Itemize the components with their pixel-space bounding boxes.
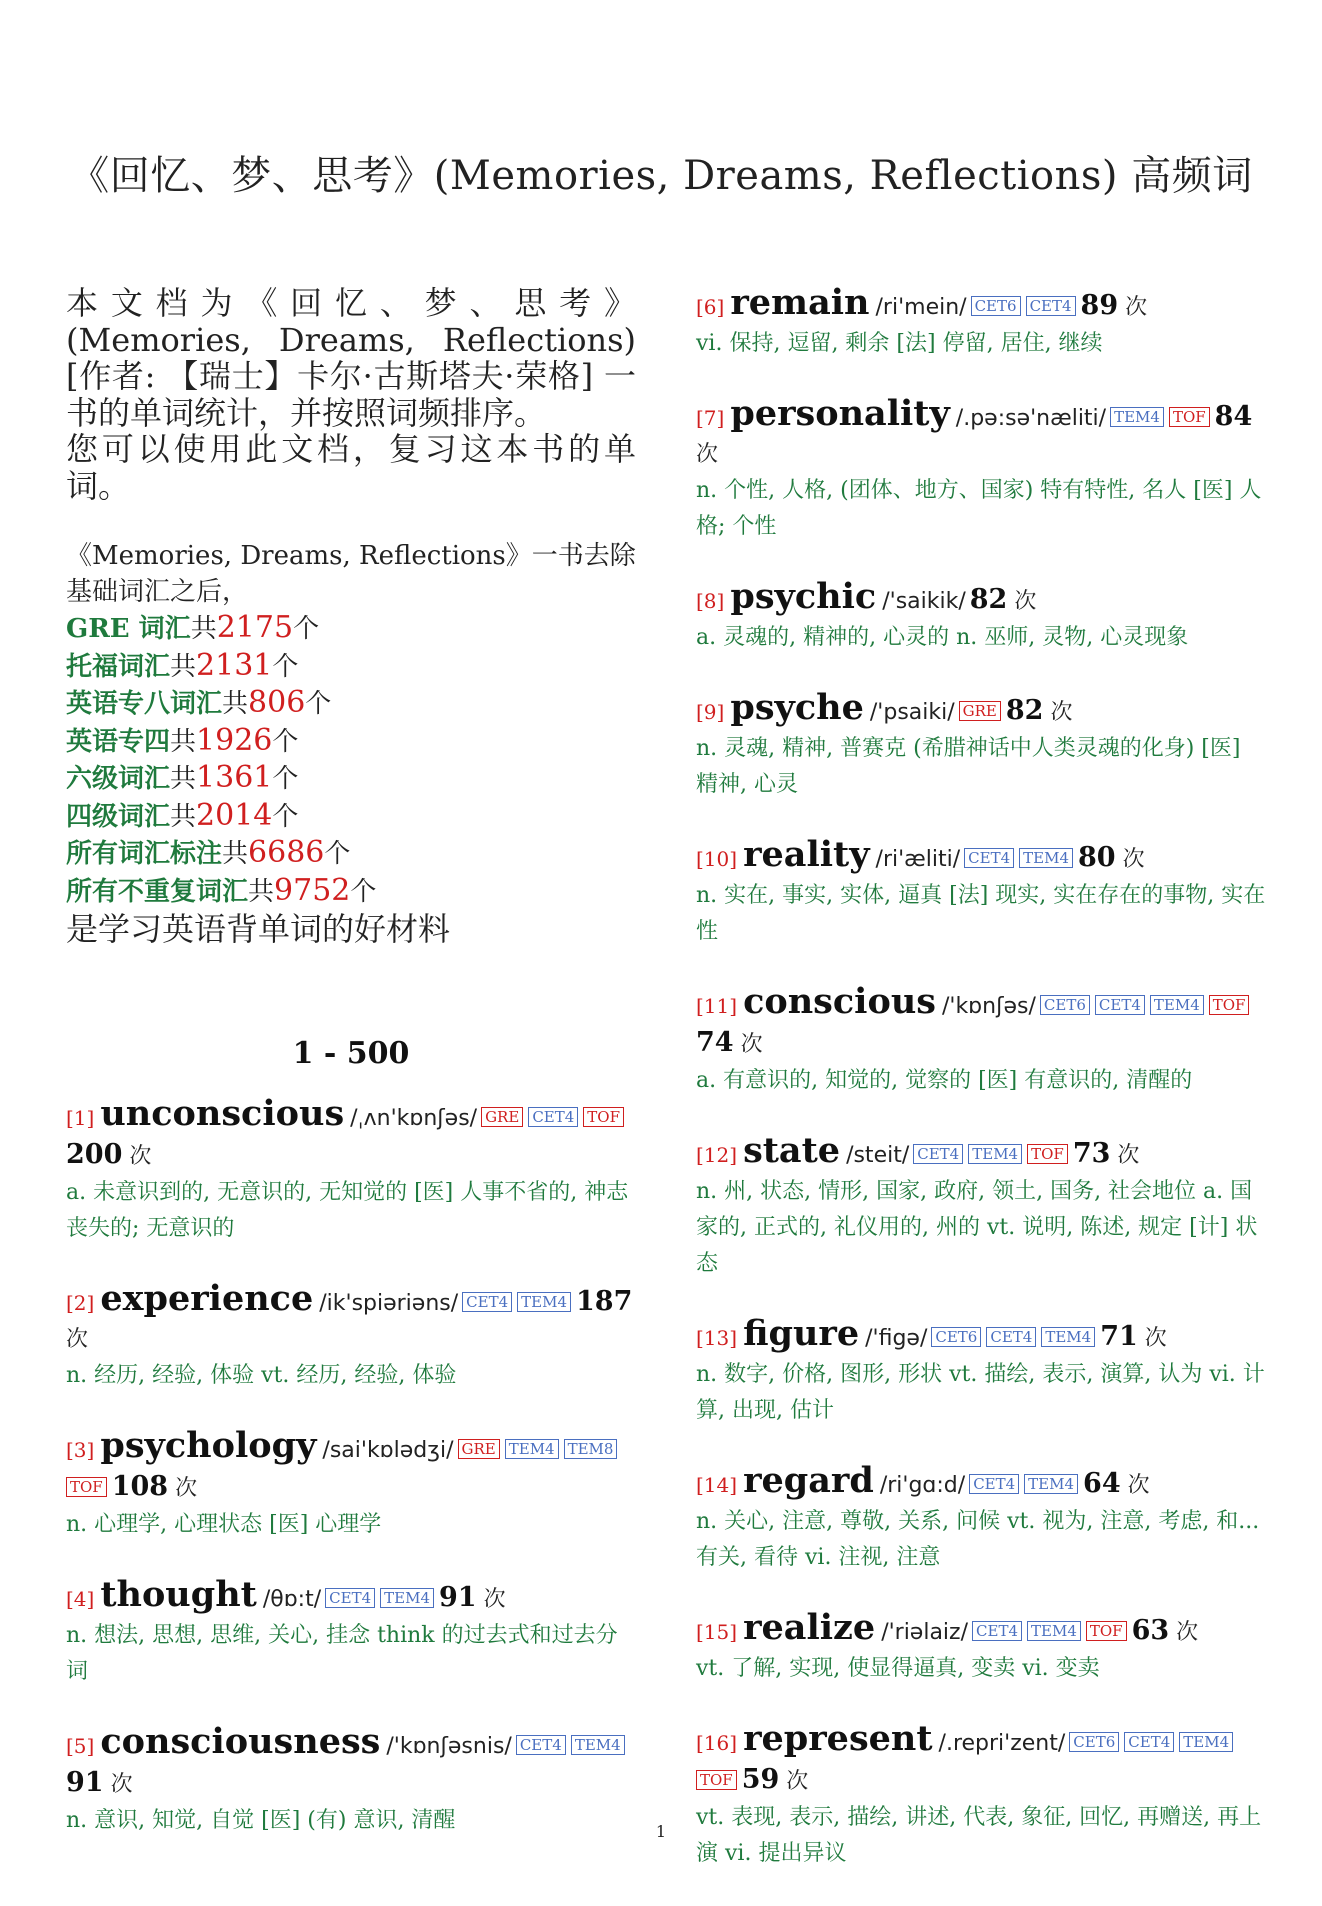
exam-tag: CET4 [913,1144,963,1164]
exam-tag: TEM4 [1041,1327,1095,1347]
intro-usage: 您可以使用此文档，复习这本书的单词。 [66,430,636,505]
entry-phonetic: /'psaiki/ [869,700,955,725]
word-entry [696,1313,1268,1429]
entry-phonetic: /.repri'zent/ [938,1731,1066,1756]
entry-word: state [743,1130,841,1171]
entry-head [66,1721,636,1803]
entry-head [66,1425,636,1507]
entry-phonetic: /'figə/ [865,1326,928,1351]
stat-line [66,873,636,911]
entry-count: 59 [741,1764,780,1795]
word-entry [696,1130,1268,1282]
stat-value: 806 [248,685,306,720]
entry-definition: n. 州, 状态, 情形, 国家, 政府, 领土, 国务, 社会地位 a. 国家的, 正式的, 礼仪用的, 州的 vt. 说明, 陈述, 规定 [计] 状态 [696,1179,1258,1276]
entry-index: [15] [696,1620,738,1644]
entry-word: conscious [743,981,936,1022]
entry-index: [2] [66,1291,95,1315]
range-heading: 1 - 500 [292,1036,410,1071]
entry-count: 91 [438,1582,477,1613]
entry-word: remain [730,282,870,323]
entry-index: [16] [696,1731,738,1755]
exam-tag: TOF [1169,407,1210,427]
exam-tag: TEM4 [571,1735,625,1755]
entry-word: reality [743,834,870,875]
entry-phonetic: /'kɒnʃəs/ [941,994,1036,1019]
entry-head [696,1718,1268,1800]
stat-label: 所有词汇标注 [66,839,223,869]
entry-head [696,1460,1268,1504]
word-entry [66,1574,636,1690]
word-entry [696,834,1268,950]
exam-tag: CET4 [462,1292,512,1312]
intro-summary: 《Memories, Dreams, Reflections》一书去除基础词汇之后， [66,541,636,607]
exam-tag: TEM4 [1179,1732,1233,1752]
stat-label: 托福词汇 [66,651,171,682]
entry-count: 73 [1072,1138,1111,1169]
entry-word: figure [743,1313,860,1354]
stat-value: 1926 [196,722,273,758]
entry-head [696,687,1268,731]
count-unit: 次 [1125,295,1148,320]
page-number: 1 [655,1822,667,1841]
count-unit: 次 [1117,1143,1140,1168]
entry-phonetic: /θɒ:t/ [262,1587,322,1612]
entry-definition: a. 有意识的, 知觉的, 觉察的 [医] 有意识的, 清醒的 [696,1068,1193,1093]
entry-definition: n. 个性, 人格, (团体、地方、国家) 特有特性, 名人 [医] 人格; 个性 [696,478,1262,539]
entry-index: [1] [66,1106,95,1130]
entry-head [696,1130,1268,1174]
stat-connector: 共 [170,801,197,832]
exam-tag: CET6 [1040,995,1090,1015]
entry-definition: n. 想法, 思想, 思维, 关心, 挂念 think 的过去式和过去分词 [66,1623,618,1684]
entry-definition: n. 意识, 知觉, 自觉 [医] (有) 意识, 清醒 [66,1808,456,1833]
entry-word: unconscious [100,1093,345,1134]
word-entry [66,1425,636,1543]
entry-index: [12] [696,1143,738,1167]
exam-tag: CET4 [1026,296,1076,316]
word-entry [696,981,1268,1099]
word-entry [66,1278,636,1394]
count-unit: 次 [1127,1473,1150,1498]
exam-tag: CET6 [1069,1732,1119,1752]
entry-head [696,834,1268,878]
exam-tag: CET4 [986,1327,1036,1347]
exam-tag: CET4 [972,1621,1022,1641]
stat-unit: 个 [272,764,299,794]
entry-definition: n. 经历, 经验, 体验 vt. 经历, 经验, 体验 [66,1363,457,1388]
exam-tag: TEM4 [517,1292,571,1312]
exam-tag: TOF [696,1770,737,1790]
count-unit: 次 [740,1032,763,1057]
stat-line [66,685,636,723]
entry-phonetic: /steit/ [846,1143,910,1168]
page-title: 《回忆、梦、思考》(Memories, Dreams, Reflections) 高频词 [69,153,1253,199]
stat-unit: 个 [293,614,320,644]
count-unit: 次 [66,1327,89,1352]
stat-unit: 个 [272,726,299,757]
word-entry [696,1718,1268,1872]
stat-line [66,610,636,648]
entry-count: 74 [696,1027,734,1058]
stats-list [66,610,636,910]
exam-tag: TEM4 [505,1439,559,1459]
entry-count: 108 [111,1471,169,1502]
stat-unit: 个 [350,876,377,907]
entry-definition: n. 心理学, 心理状态 [医] 心理学 [66,1512,382,1537]
entry-phonetic: /ri'æliti/ [875,847,961,872]
exam-tag: TOF [1086,1621,1127,1641]
intro-paragraph [66,285,636,504]
entry-index: [4] [66,1587,95,1611]
entry-index: [3] [66,1438,95,1462]
stat-connector: 共 [190,614,217,644]
entry-count: 82 [969,584,1008,615]
entry-word: psychology [100,1425,317,1466]
stat-value: 2175 [216,610,294,645]
entry-index: [8] [696,589,725,613]
entry-phonetic: /ik'spiəriəns/ [319,1291,459,1316]
entries-right [696,282,1268,1872]
entry-head [66,1574,636,1618]
entry-phonetic: /'kɒnʃəsnis/ [386,1734,512,1759]
stat-line [66,648,636,686]
count-unit: 次 [696,442,719,467]
entry-definition: n. 实在, 事实, 实体, 逼真 [法] 现实, 实在存在的事物, 实在性 [696,883,1266,944]
exam-tag: CET4 [325,1588,375,1608]
exam-tag: TOF [1027,1144,1068,1164]
entry-count: 91 [66,1767,104,1798]
count-unit: 次 [175,1476,198,1501]
exam-tag: TEM4 [968,1144,1022,1164]
stat-unit: 个 [272,651,299,682]
exam-tag: CET4 [1095,995,1145,1015]
stat-value: 1361 [196,760,273,795]
entry-definition: a. 未意识到的, 无意识的, 无知觉的 [医] 人事不省的, 神志丧失的; 无意识的 [66,1180,629,1241]
entry-word: experience [100,1278,314,1319]
entries-left [66,1093,636,1839]
entry-word: psyche [730,687,864,728]
exam-tag: CET6 [931,1327,981,1347]
exam-tag: GRE [458,1439,500,1459]
word-entry [696,282,1268,362]
stat-connector: 共 [248,876,275,907]
word-entry [696,1460,1268,1576]
entry-phonetic: /ˌʌn'kɒnʃəs/ [350,1106,478,1131]
count-unit: 次 [1176,1620,1199,1645]
word-entry [66,1093,636,1247]
exam-tag: TEM4 [1024,1474,1078,1494]
entry-count: 200 [66,1139,123,1170]
exam-tag: TEM4 [1150,995,1204,1015]
exam-tag: CET4 [516,1735,566,1755]
entry-head [66,1278,636,1358]
entry-definition: n. 数字, 价格, 图形, 形状 vt. 描绘, 表示, 演算, 认为 vi. 计算, 出现, 估计 [696,1362,1265,1423]
exam-tag: TEM4 [1027,1621,1081,1641]
entry-index: [7] [696,406,725,430]
exam-tag: CET4 [528,1107,578,1127]
entry-count: 84 [1214,401,1253,432]
stat-connector: 共 [170,651,197,682]
stat-label: GRE 词汇 [66,614,191,644]
exam-tag: CET4 [964,848,1014,868]
exam-tag: CET4 [969,1474,1019,1494]
exam-tag: CET4 [1124,1732,1174,1752]
word-entry [696,576,1268,656]
stat-connector: 共 [170,764,197,794]
entry-word: regard [743,1460,874,1501]
entry-head [696,1313,1268,1357]
closing-line: 是学习英语背单词的好材料 [66,910,451,948]
entry-index: [9] [696,700,725,724]
entry-count: 82 [1005,695,1044,726]
exam-tag: TOF [583,1107,624,1127]
stat-line [66,835,636,873]
entry-head [66,1093,636,1175]
stat-value: 6686 [248,835,325,870]
exam-tag: TOF [66,1477,107,1497]
exam-tag: TEM8 [564,1439,618,1459]
stat-value: 9752 [274,872,351,908]
stat-unit: 个 [324,839,351,869]
entry-phonetic: /'saikik/ [882,589,966,614]
entry-index: [5] [66,1734,95,1758]
stat-unit: 个 [272,801,299,832]
left-column [66,285,636,1873]
count-unit: 次 [129,1144,152,1169]
entry-word: realize [743,1607,876,1648]
count-unit: 次 [1014,589,1037,614]
entry-phonetic: /ri'gɑ:d/ [879,1473,966,1498]
entry-word: psychic [730,576,877,617]
exam-tag: TEM4 [1019,848,1073,868]
entry-head [696,393,1268,473]
stat-label: 英语专八词汇 [66,689,223,719]
entry-head [696,981,1268,1063]
entry-phonetic: /sai'kɒlədʒi/ [322,1438,454,1463]
entry-word: personality [730,393,950,434]
entry-count: 71 [1100,1321,1138,1352]
exam-tag: CET6 [971,296,1021,316]
entry-head [696,1607,1268,1651]
entry-head [696,576,1268,620]
entry-word: thought [100,1574,257,1615]
entry-phonetic: /'riəlaiz/ [881,1620,969,1645]
entry-phonetic: /.pə:sə'næliti/ [955,406,1107,431]
stat-line [66,723,636,761]
entry-index: [11] [696,994,738,1018]
count-unit: 次 [110,1772,133,1797]
stat-label: 所有不重复词汇 [66,876,249,907]
word-entry [696,393,1268,545]
entry-word: represent [743,1718,933,1759]
entry-definition: n. 关心, 注意, 尊敬, 关系, 问候 vt. 视为, 注意, 考虑, 和...有关, 看待 vi. 注视, 注意 [696,1509,1260,1570]
stat-line [66,760,636,798]
word-entry [696,687,1268,803]
entry-head [696,282,1268,326]
entry-index: [14] [696,1473,738,1497]
stat-connector: 共 [170,726,197,757]
stat-value: 2014 [196,797,273,833]
exam-tag: GRE [481,1107,523,1127]
entry-definition: vt. 表现, 表示, 描绘, 讲述, 代表, 象征, 回忆, 再赠送, 再上演 vi. 提出异议 [696,1805,1262,1866]
stat-value: 2131 [196,647,273,683]
stat-label: 六级词汇 [66,764,171,794]
entry-word: consciousness [100,1721,381,1762]
stat-connector: 共 [222,689,249,719]
count-unit: 次 [786,1769,809,1794]
exam-tag: TOF [1209,995,1250,1015]
count-unit: 次 [1050,700,1073,725]
entry-definition: vt. 了解, 实现, 使显得逼真, 变卖 vi. 变卖 [696,1656,1100,1681]
exam-tag: TEM4 [1110,407,1164,427]
entry-count: 63 [1131,1615,1170,1646]
entry-count: 64 [1083,1468,1121,1499]
entry-index: [13] [696,1326,738,1350]
entry-index: [6] [696,295,725,319]
entry-count: 80 [1078,842,1116,873]
count-unit: 次 [1122,847,1145,872]
stat-label: 英语专四 [66,726,171,757]
exam-tag: TEM4 [380,1588,434,1608]
entry-count: 89 [1080,290,1119,321]
right-column [696,282,1268,1906]
entry-index: [10] [696,847,738,871]
entry-phonetic: /ri'mein/ [875,295,967,320]
stat-unit: 个 [305,689,332,719]
word-entry [696,1607,1268,1687]
stat-line [66,798,636,836]
entry-count: 187 [576,1286,633,1317]
count-unit: 次 [1144,1326,1167,1351]
entry-definition: a. 灵魂的, 精神的, 心灵的 n. 巫师, 灵物, 心灵现象 [696,625,1189,650]
intro-description: 本文档为《回忆、梦、思考》(Memories, Dreams, Reflections)[作者: 【瑞士】卡尔·古斯塔夫·荣格] 一书的单词统计，并按照词频排序。 [66,284,636,432]
stat-label: 四级词汇 [66,801,171,832]
exam-tag: GRE [959,701,1001,721]
entry-definition: vi. 保持, 逗留, 剩余 [法] 停留, 居住, 继续 [696,331,1103,356]
count-unit: 次 [483,1587,506,1612]
entry-definition: n. 灵魂, 精神, 普赛克 (希腊神话中人类灵魂的化身) [医] 精神, 心灵 [696,736,1241,797]
stat-connector: 共 [222,839,249,869]
